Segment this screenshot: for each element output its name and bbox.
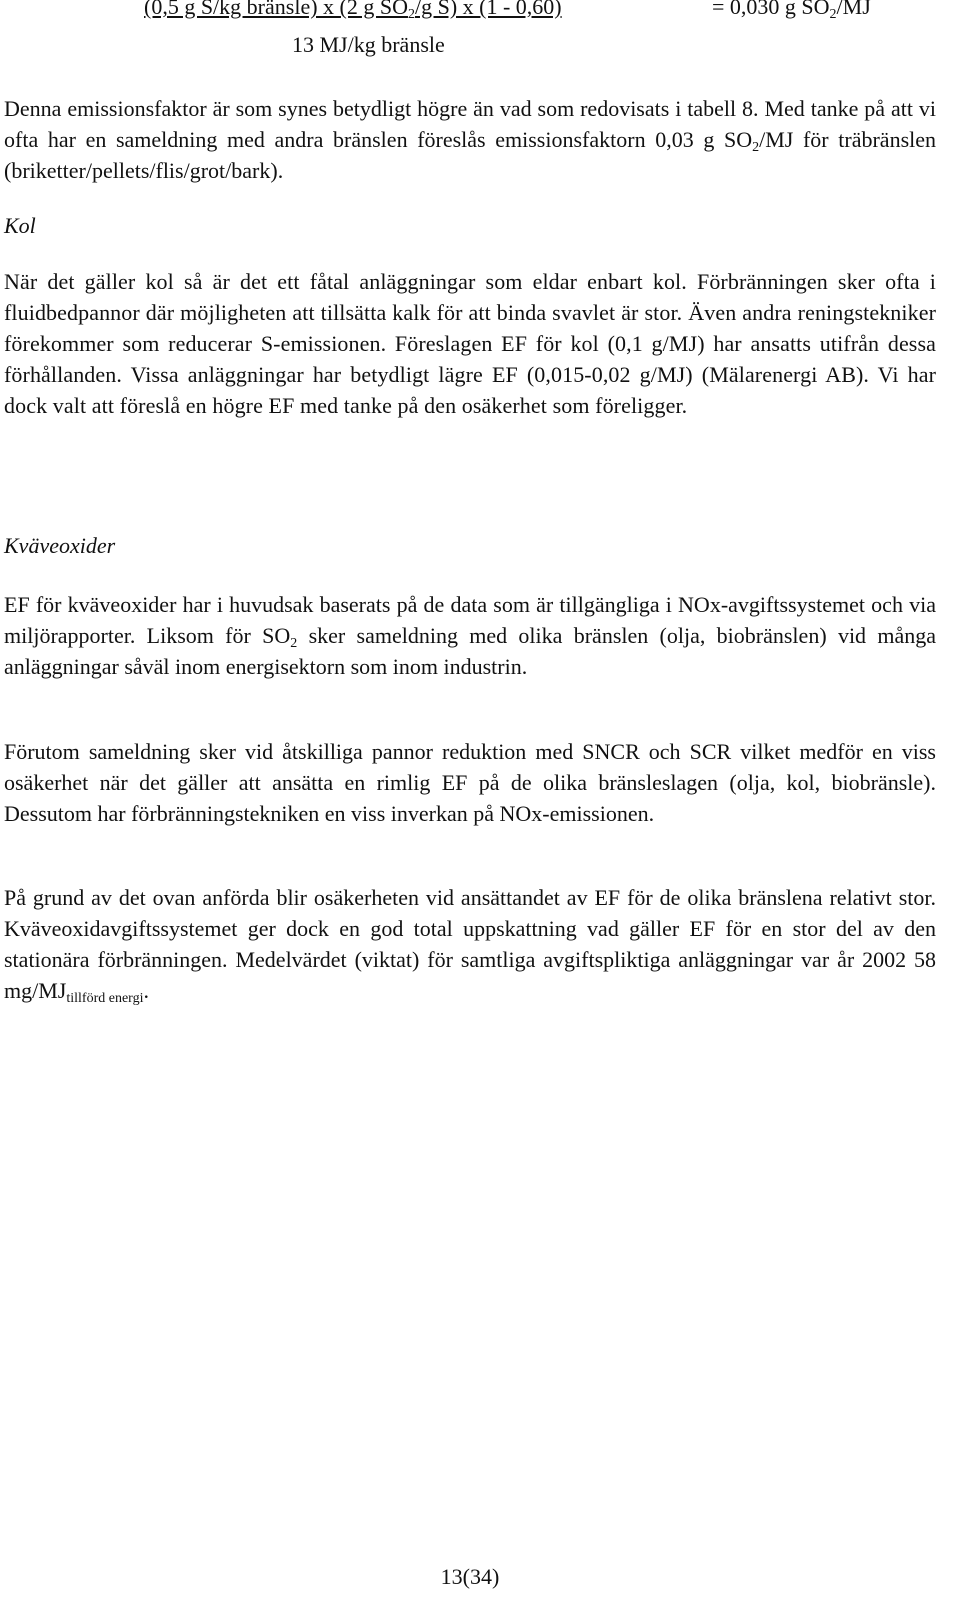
emission-formula: [4, 0, 936, 57]
kvaveoxider-paragraph-1: EF för kväveoxider har i huvudsak baserats på de data som är tillgängliga i NOx-avgiftssystemet och via miljörapporter. Liksom för $SO_2$ sker sameldning med olika bränslen (olja, biobränslen) vid många anläggningar såväl inom energisektorn som inom industrin.: [4, 592, 936, 679]
kvaveoxider-paragraph-3: På grund av det ovan anförda blir osäkerheten vid ansättandet av EF för de olika bränslena relativt stor. Kväveoxidavgiftssystemet ger dock en god total uppskattning vad gäller EF för en stor del av den stationära förbränningen. Medelvärdet (viktat) för samtliga avgiftspliktiga anläggningar var år 2002 58 $mg/MJ_{tillförd energi}$.: [4, 885, 936, 1006]
formula-numerator: (0,5 g S/kg bränsle) x (2 g $SO_2/g$ S) x (1 - 0,60): [144, 0, 562, 22]
formula-denominator: 13 MJ/kg bränsle: [292, 32, 445, 57]
page-number: 13(34): [440, 1564, 500, 1589]
section-heading-kol: Kol: [4, 213, 36, 238]
formula-result: = 0,030 g $SO_2/MJ$: [712, 0, 871, 22]
kvaveoxider-paragraph-2: Förutom sameldning sker vid åtskilliga pannor reduktion med SNCR och SCR vilket medför en viss osäkerhet när det gäller att ansätta en rimlig EF på de olika bränsleslagen (olja, kol, biobränsle). Dessutom har förbränningstekniken en viss inverkan på NOx-emissionen.: [4, 739, 936, 826]
section-heading-kvaveoxider: Kväveoxider: [4, 533, 116, 558]
kol-paragraph: När det gäller kol så är det ett fåtal anläggningar som eldar enbart kol. Förbränningen sker ofta i fluidbedpannor där möjligheten att tillsätta kalk för att binda svavlet är stor. Även andra reningstekniker förekommer som reducerar S-emissionen. Föreslagen EF för kol (0,1 g/MJ) har ansatts utifrån dessa förhållanden. Vissa anläggningar har betydligt lägre EF (0,015-0,02 g/MJ) (Mälarenergi AB). Vi har dock valt att föreslå en högre EF med tanke på den osäkerhet som föreligger.: [4, 269, 936, 418]
intro-paragraph: Denna emissionsfaktor är som synes betydligt högre än vad som redovisats i tabell 8. Med tanke på att vi ofta har en sameldning med andra bränslen föreslås emissionsfaktorn 0,03 g $SO_2/MJ$ för träbränslen (briketter/pellets/flis/grot/bark).: [4, 96, 937, 183]
